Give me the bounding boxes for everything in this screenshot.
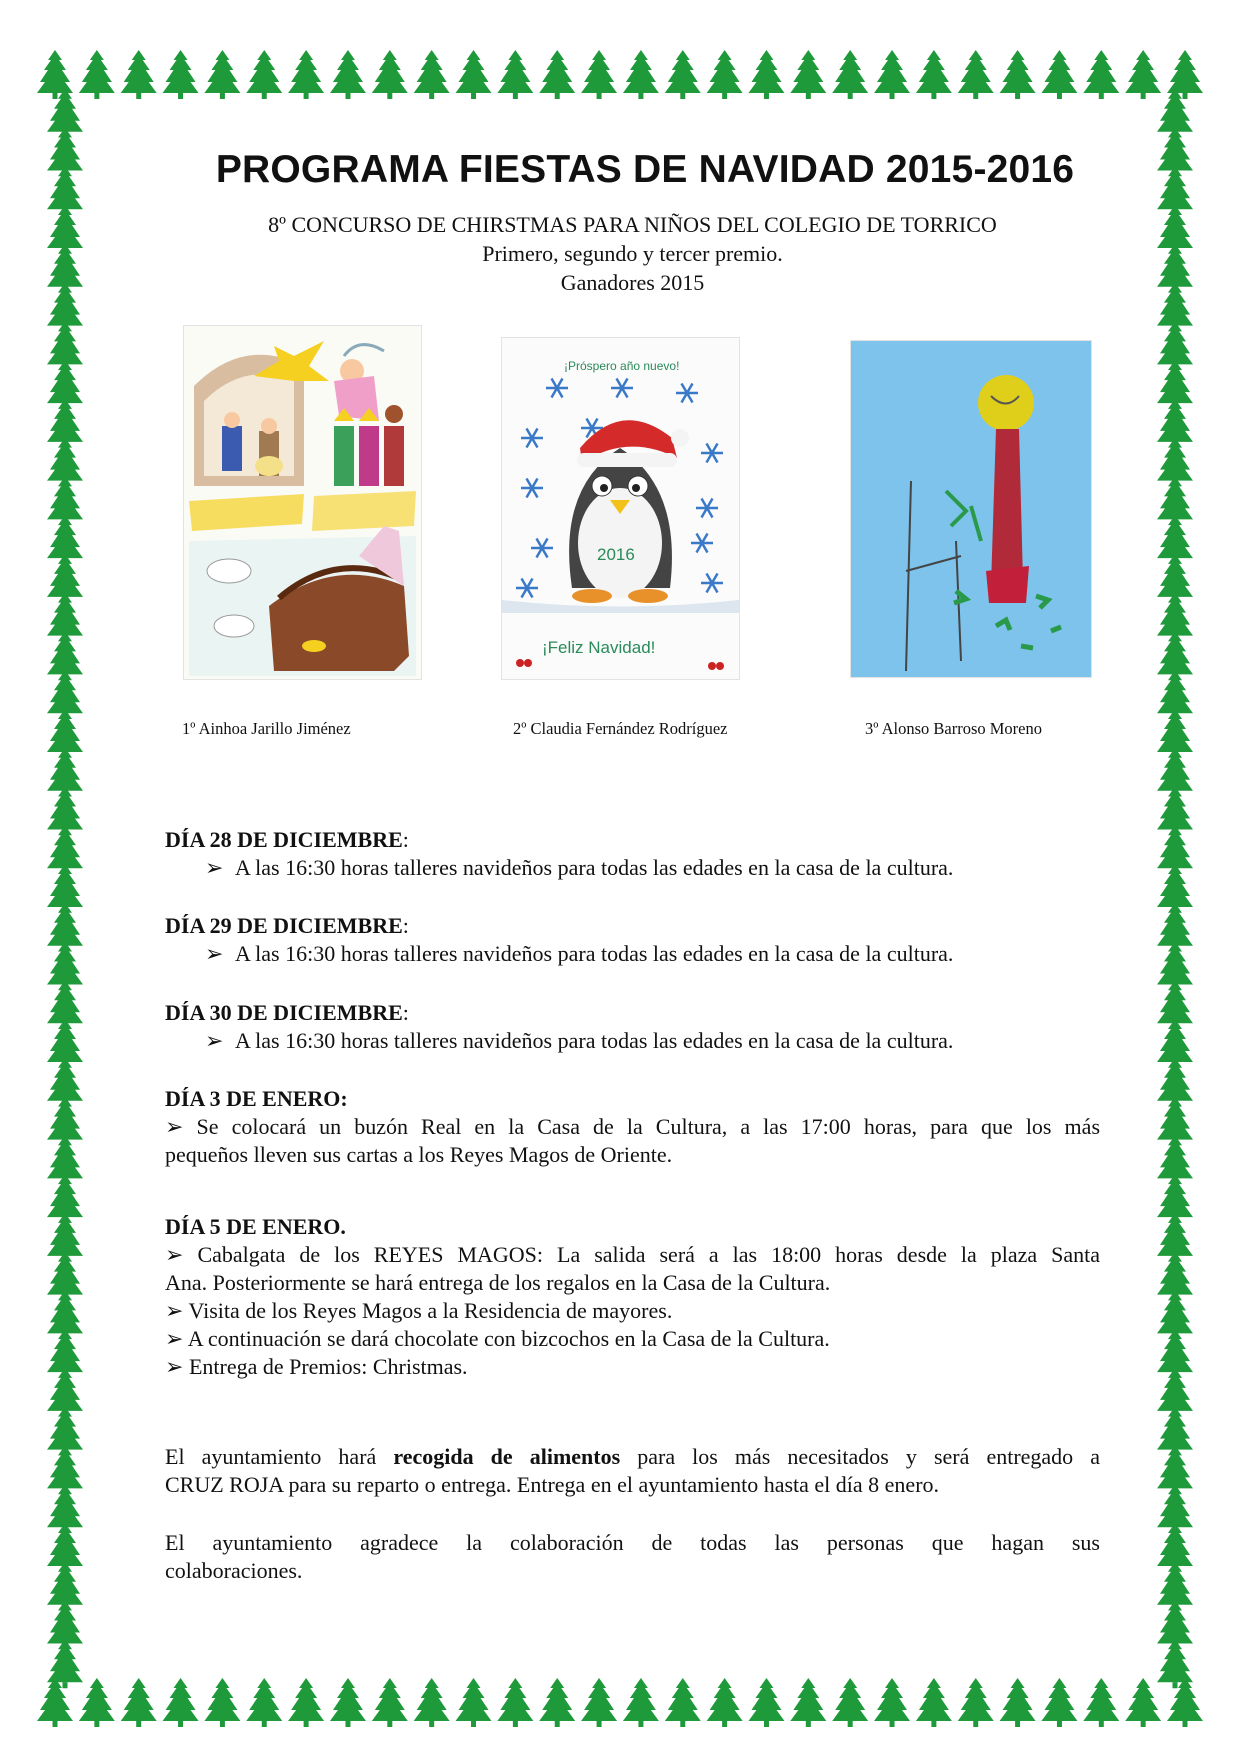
- christmas-tree-icon: [47, 244, 83, 293]
- christmas-tree-icon: [1157, 1523, 1193, 1572]
- christmas-tree-icon: [47, 399, 83, 448]
- christmas-tree-icon: [1157, 942, 1193, 991]
- christmas-tree-icon: [47, 89, 83, 138]
- christmas-tree-icon: [456, 50, 492, 99]
- christmas-tree-icon: [47, 1290, 83, 1339]
- christmas-tree-icon: [1125, 1678, 1161, 1727]
- christmas-tree-icon: [1000, 1678, 1036, 1727]
- christmas-tree-icon: [47, 1213, 83, 1262]
- christmas-tree-icon: [47, 1484, 83, 1533]
- christmas-tree-icon: [707, 50, 743, 99]
- christmas-tree-icon: [414, 50, 450, 99]
- christmas-tree-icon: [47, 825, 83, 874]
- thanks-note: [165, 1529, 1100, 1585]
- day-29-title: DÍA 29 DE DICIEMBRE: [165, 913, 403, 938]
- christmas-tree-icon: [47, 1329, 83, 1378]
- christmas-tree-icon: [330, 1678, 366, 1727]
- arrow-bullet-icon: ➢: [165, 1326, 184, 1351]
- food-note-text-end: para los más necesitados y será entregado a: [620, 1444, 1101, 1469]
- christmas-tree-icon: [47, 903, 83, 952]
- christmas-tree-icon: [246, 1678, 282, 1727]
- christmas-tree-icon: [1157, 1484, 1193, 1533]
- christmas-tree-icon: [47, 360, 83, 409]
- christmas-tree-icon: [790, 50, 826, 99]
- drawing-nativity-image: [183, 325, 422, 680]
- christmas-tree-icon: [1157, 825, 1193, 874]
- christmas-tree-icon: [372, 1678, 408, 1727]
- christmas-tree-icon: [47, 1174, 83, 1223]
- christmas-tree-icon: [916, 50, 952, 99]
- christmas-tree-icon: [665, 1678, 701, 1727]
- christmas-tree-icon: [1157, 554, 1193, 603]
- christmas-tree-icon: [47, 980, 83, 1029]
- christmas-tree-icon: [246, 50, 282, 99]
- christmas-tree-icon: [47, 942, 83, 991]
- christmas-tree-icon: [1157, 1097, 1193, 1146]
- christmas-tree-icon: [47, 1058, 83, 1107]
- christmas-tree-icon: [47, 786, 83, 835]
- christmas-tree-icon: [623, 1678, 659, 1727]
- christmas-tree-icon: [1157, 980, 1193, 1029]
- day-30-item: A las 16:30 horas talleres navideños para todas las edades en la casa de la cultura.: [235, 1028, 954, 1053]
- day-29-item: A las 16:30 horas talleres navideños para todas las edades en la casa de la cultura.: [235, 941, 954, 966]
- christmas-tree-icon: [1157, 903, 1193, 952]
- christmas-tree-icon: [1125, 50, 1161, 99]
- christmas-tree-icon: [163, 1678, 199, 1727]
- food-note-text: El ayuntamiento hará: [165, 1444, 394, 1469]
- christmas-tree-icon: [1157, 1174, 1193, 1223]
- christmas-tree-icon: [47, 593, 83, 642]
- christmas-tree-icon: [1157, 1329, 1193, 1378]
- christmas-tree-icon: [1000, 50, 1036, 99]
- jan-5-item1-line2: Ana. Posteriormente se hará entrega de los regalos en la Casa de la Cultura.: [165, 1270, 831, 1295]
- christmas-tree-icon: [47, 1600, 83, 1649]
- christmas-tree-icon: [456, 1678, 492, 1727]
- drawing-penguin-image: [501, 337, 740, 680]
- christmas-tree-icon: [707, 1678, 743, 1727]
- christmas-tree-icon: [47, 283, 83, 332]
- christmas-tree-icon: [372, 50, 408, 99]
- christmas-tree-icon: [539, 50, 575, 99]
- christmas-tree-icon: [497, 50, 533, 99]
- christmas-tree-icon: [47, 748, 83, 797]
- christmas-tree-icon: [874, 1678, 910, 1727]
- jan-3-line2: pequeños lleven sus cartas a los Reyes Magos de Oriente.: [165, 1142, 673, 1167]
- christmas-tree-icon: [1157, 1252, 1193, 1301]
- christmas-tree-icon: [1157, 593, 1193, 642]
- contest-subtitle: 8º CONCURSO DE CHIRSTMAS PARA NIÑOS DEL COLEGIO DE TORRICO: [268, 212, 997, 237]
- christmas-tree-icon: [748, 1678, 784, 1727]
- day-28-colon: :: [402, 827, 409, 852]
- christmas-tree-icon: [1157, 1290, 1193, 1339]
- christmas-tree-icon: [47, 515, 83, 564]
- day-29-section: [165, 912, 1100, 968]
- christmas-tree-icon: [1157, 1445, 1193, 1494]
- caption-second-prize: 2º Claudia Fernández Rodríguez: [513, 719, 728, 738]
- christmas-tree-icon: [204, 1678, 240, 1727]
- christmas-tree-icon: [497, 1678, 533, 1727]
- christmas-tree-icon: [1157, 786, 1193, 835]
- caption-first-prize: 1º Ainhoa Jarillo Jiménez: [182, 719, 351, 738]
- jan-3-section: [165, 1085, 1100, 1169]
- christmas-tree-icon: [1157, 670, 1193, 719]
- day-29-colon: :: [402, 913, 409, 938]
- christmas-tree-icon: [790, 1678, 826, 1727]
- day-30-section: [165, 999, 1100, 1055]
- christmas-tree-icon: [47, 1252, 83, 1301]
- christmas-tree-icon: [832, 1678, 868, 1727]
- christmas-tree-icon: [1157, 438, 1193, 487]
- christmas-tree-icon: [1157, 1639, 1193, 1688]
- christmas-tree-icon: [414, 1678, 450, 1727]
- jan-5-section: [165, 1213, 1100, 1381]
- day-30-title: DÍA 30 DE DICIEMBRE: [165, 1000, 403, 1025]
- arrow-bullet-icon: ➢: [165, 1114, 184, 1139]
- christmas-tree-icon: [1083, 50, 1119, 99]
- christmas-tree-icon: [832, 50, 868, 99]
- christmas-tree-icon: [1157, 360, 1193, 409]
- christmas-tree-icon: [1157, 864, 1193, 913]
- day-28-item: A las 16:30 horas talleres navideños para todas las edades en la casa de la cultura.: [235, 855, 954, 880]
- christmas-tree-icon: [1157, 1600, 1193, 1649]
- day-28-title: DÍA 28 DE DICIEMBRE: [165, 827, 403, 852]
- christmas-tree-icon: [1167, 50, 1203, 99]
- christmas-tree-icon: [47, 1407, 83, 1456]
- christmas-tree-icon: [1083, 1678, 1119, 1727]
- christmas-tree-icon: [1157, 1019, 1193, 1068]
- christmas-tree-icon: [288, 50, 324, 99]
- christmas-tree-icon: [47, 1445, 83, 1494]
- jan-3-line1: Se colocará un buzón Real en la Casa de la Cultura, a las 17:00 horas, para que los más: [196, 1114, 1100, 1139]
- christmas-tree-icon: [1157, 709, 1193, 758]
- thanks-line2: colaboraciones.: [165, 1558, 303, 1583]
- christmas-tree-icon: [581, 50, 617, 99]
- day-28-section: [165, 826, 1100, 882]
- christmas-tree-icon: [1157, 1368, 1193, 1417]
- christmas-tree-icon: [121, 1678, 157, 1727]
- jan-3-title: DÍA 3 DE ENERO:: [165, 1086, 348, 1111]
- christmas-tree-icon: [47, 1368, 83, 1417]
- christmas-tree-icon: [1157, 631, 1193, 680]
- christmas-tree-icon: [1157, 399, 1193, 448]
- caption-third-prize: 3º Alonso Barroso Moreno: [865, 719, 1042, 738]
- christmas-tree-icon: [47, 1097, 83, 1146]
- christmas-tree-icon: [121, 50, 157, 99]
- christmas-tree-icon: [1157, 1058, 1193, 1107]
- christmas-tree-icon: [665, 50, 701, 99]
- christmas-tree-icon: [1157, 1407, 1193, 1456]
- christmas-tree-icon: [1041, 50, 1077, 99]
- christmas-tree-icon: [1157, 1135, 1193, 1184]
- christmas-tree-icon: [204, 50, 240, 99]
- christmas-tree-icon: [958, 1678, 994, 1727]
- christmas-tree-icon: [581, 1678, 617, 1727]
- christmas-tree-icon: [47, 438, 83, 487]
- christmas-tree-icon: [1157, 748, 1193, 797]
- christmas-tree-icon: [47, 476, 83, 525]
- christmas-tree-icon: [1157, 89, 1193, 138]
- christmas-tree-icon: [748, 50, 784, 99]
- christmas-tree-icon: [79, 50, 115, 99]
- christmas-tree-icon: [47, 554, 83, 603]
- jan-5-item3: A continuación se dará chocolate con bizcochos en la Casa de la Cultura.: [187, 1326, 830, 1351]
- arrow-bullet-icon: ➢: [205, 855, 224, 880]
- christmas-tree-icon: [47, 205, 83, 254]
- christmas-tree-icon: [37, 50, 73, 99]
- day-30-colon: :: [402, 1000, 409, 1025]
- christmas-tree-icon: [163, 50, 199, 99]
- christmas-tree-icon: [47, 709, 83, 758]
- christmas-tree-icon: [916, 1678, 952, 1727]
- christmas-tree-icon: [47, 1639, 83, 1688]
- food-collection-note: [165, 1443, 1100, 1499]
- jan-5-item2: Visita de los Reyes Magos a la Residencia de mayores.: [188, 1298, 673, 1323]
- christmas-tree-icon: [330, 50, 366, 99]
- food-note-line2: CRUZ ROJA para su reparto o entrega. Entrega en el ayuntamiento hasta el día 8 enero.: [165, 1472, 940, 1497]
- christmas-tree-icon: [1157, 244, 1193, 293]
- arrow-bullet-icon: ➢: [205, 941, 224, 966]
- christmas-tree-icon: [1157, 128, 1193, 177]
- christmas-tree-icon: [47, 128, 83, 177]
- jan-5-item4: Entrega de Premios: Christmas.: [188, 1354, 468, 1379]
- christmas-tree-icon: [47, 631, 83, 680]
- christmas-tree-icon: [47, 670, 83, 719]
- christmas-tree-icon: [1157, 205, 1193, 254]
- christmas-tree-icon: [1041, 1678, 1077, 1727]
- arrow-bullet-icon: ➢: [205, 1028, 224, 1053]
- christmas-tree-icon: [79, 1678, 115, 1727]
- christmas-tree-icon: [1157, 1562, 1193, 1611]
- christmas-tree-icon: [874, 50, 910, 99]
- christmas-tree-icon: [1157, 1213, 1193, 1262]
- arrow-bullet-icon: ➢: [165, 1354, 184, 1379]
- page-title: PROGRAMA FIESTAS DE NAVIDAD 2015-2016: [215, 148, 1075, 191]
- drawing-bottom-text: ¡Feliz Navidad!: [542, 638, 656, 657]
- prizes-line: Primero, segundo y tercer premio.: [482, 241, 783, 266]
- christmas-tree-icon: [1157, 476, 1193, 525]
- food-note-highlight: recogida de alimentos: [393, 1444, 621, 1469]
- drawing-sky-image: [850, 340, 1092, 678]
- drawing-top-text: ¡Próspero año nuevo!: [564, 359, 680, 373]
- christmas-tree-icon: [1167, 1678, 1203, 1727]
- christmas-tree-icon: [288, 1678, 324, 1727]
- christmas-tree-icon: [47, 1562, 83, 1611]
- christmas-tree-icon: [47, 321, 83, 370]
- arrow-bullet-icon: ➢: [165, 1242, 184, 1267]
- arrow-bullet-icon: ➢: [165, 1298, 184, 1323]
- christmas-tree-icon: [958, 50, 994, 99]
- christmas-tree-icon: [47, 864, 83, 913]
- christmas-tree-icon: [47, 1523, 83, 1572]
- jan-5-item1-line1: Cabalgata de los REYES MAGOS: La salida será a las 18:00 horas desde la plaza Santa: [197, 1242, 1101, 1267]
- jan-5-title: DÍA 5 DE ENERO.: [165, 1214, 346, 1239]
- winners-line: Ganadores 2015: [560, 270, 705, 295]
- christmas-tree-icon: [47, 1019, 83, 1068]
- christmas-tree-icon: [1157, 166, 1193, 215]
- christmas-tree-icon: [1157, 515, 1193, 564]
- christmas-tree-icon: [1157, 283, 1193, 332]
- christmas-tree-icon: [47, 1135, 83, 1184]
- thanks-line1: El ayuntamiento agradece la colaboración de todas las personas que hagan sus: [165, 1530, 1100, 1555]
- drawing-year-text: 2016: [597, 545, 635, 564]
- christmas-tree-icon: [539, 1678, 575, 1727]
- christmas-tree-icon: [1157, 321, 1193, 370]
- christmas-tree-icon: [47, 166, 83, 215]
- christmas-tree-icon: [623, 50, 659, 99]
- christmas-tree-icon: [37, 1678, 73, 1727]
